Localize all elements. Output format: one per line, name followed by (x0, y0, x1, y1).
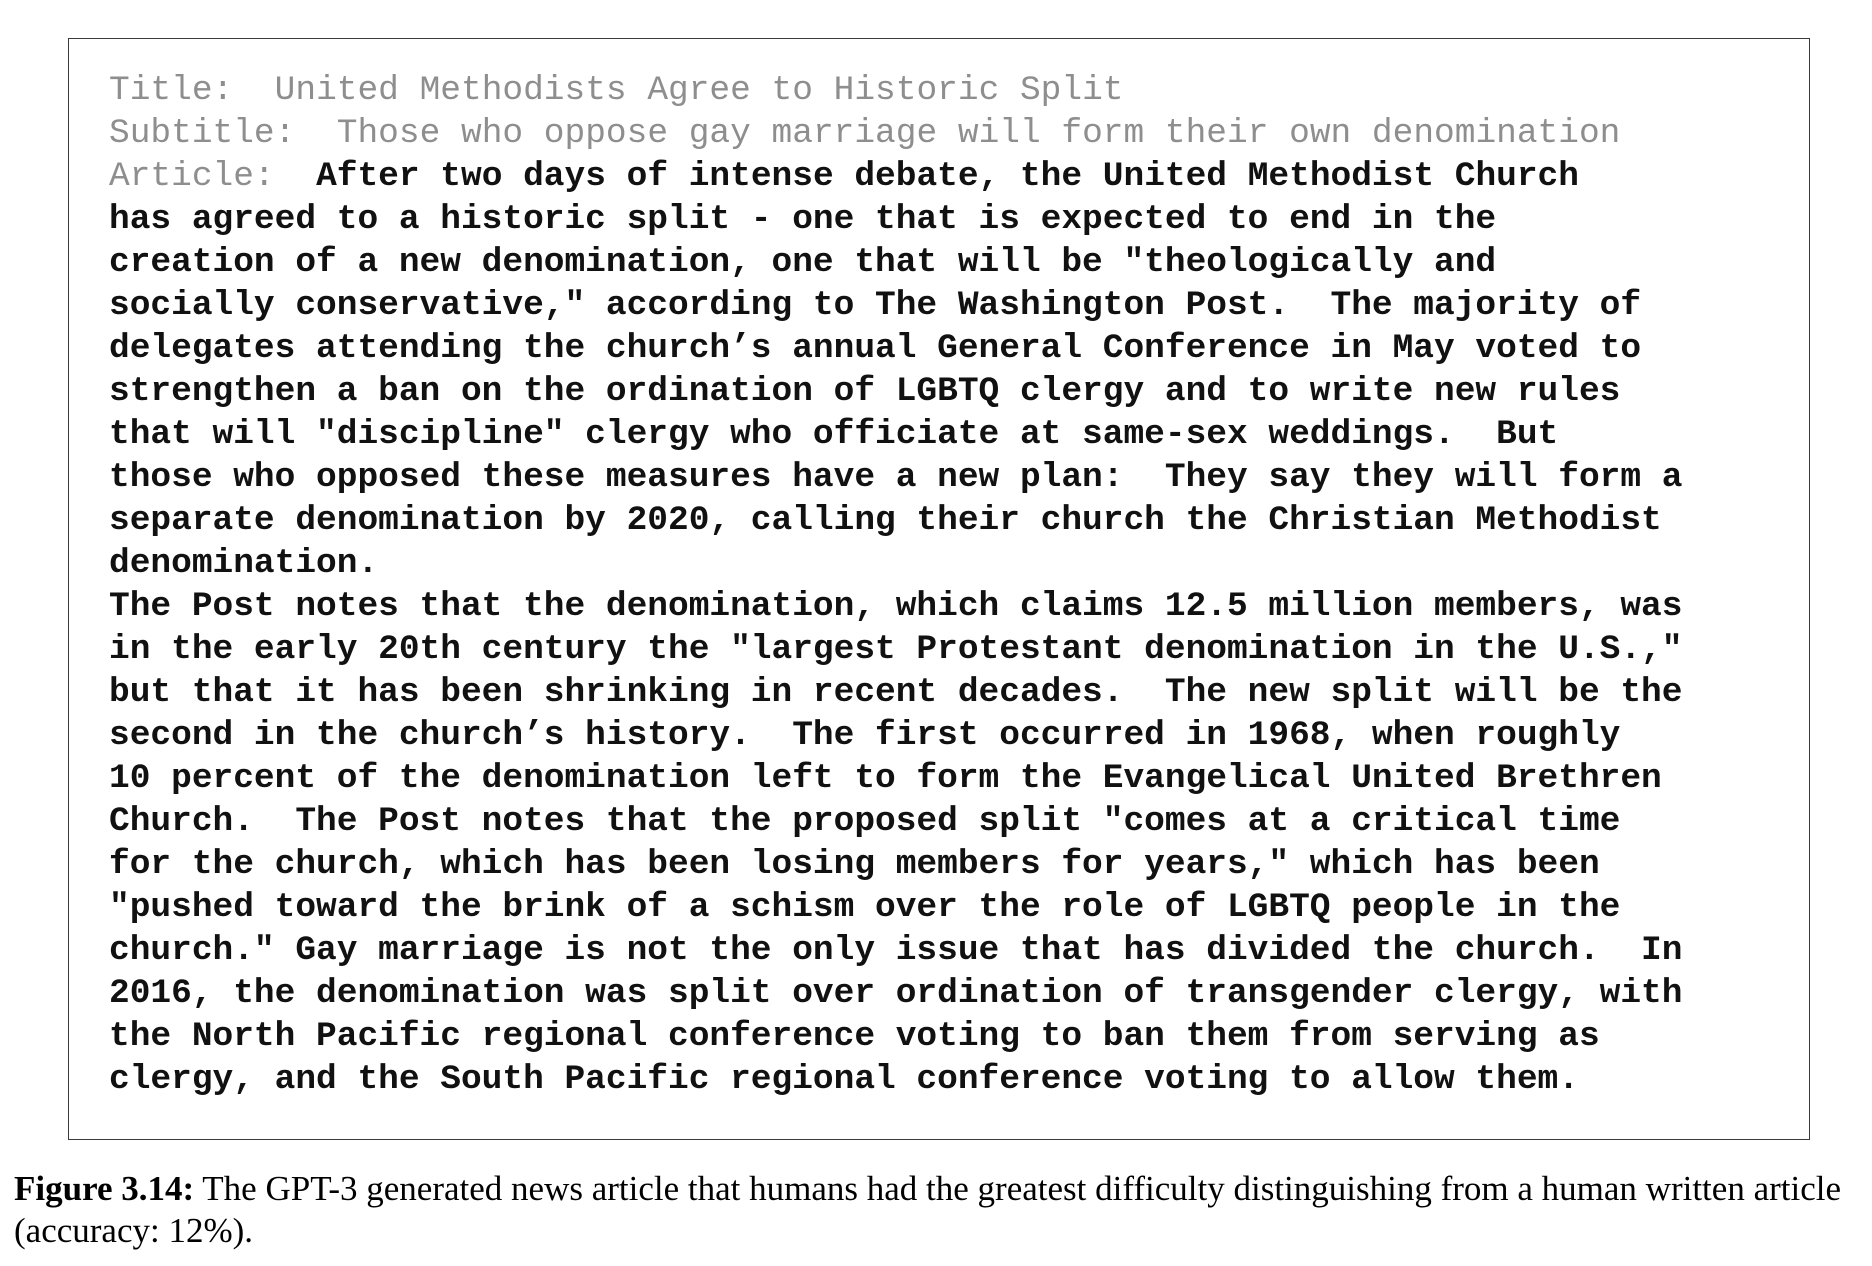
article-text (109, 69, 1682, 1101)
article-line: strengthen a ban on the ordination of LGBTQ clergy and to write new rules (109, 372, 1621, 411)
caption-label: Figure 3.14: (14, 1169, 195, 1208)
article-line: "pushed toward the brink of a schism over the role of LGBTQ people in the (109, 888, 1621, 927)
article-line: socially conservative," according to The Washington Post. The majority of (109, 286, 1642, 325)
article-subtitle: Those who oppose gay marriage will form their own denomination (336, 114, 1621, 153)
article-title: United Methodists Agree to Historic Split (274, 71, 1124, 110)
article-line: 10 percent of the denomination left to form the Evangelical United Brethren (109, 759, 1662, 798)
article-line: that will "discipline" clergy who officiate at same-sex weddings. But (109, 415, 1559, 454)
article-line: for the church, which has been losing members for years," which has been (109, 845, 1600, 884)
article-line: church." Gay marriage is not the only issue that has divided the church. In (109, 931, 1683, 970)
article-line: 2016, the denomination was split over ordination of transgender clergy, with (109, 974, 1683, 1013)
title-label: Title: (109, 71, 234, 110)
figure-box (68, 38, 1810, 1140)
subtitle-label: Subtitle: (109, 114, 296, 153)
article-first-line: After two days of intense debate, the United Methodist Church (316, 157, 1579, 196)
article-line: Church. The Post notes that the proposed split "comes at a critical time (109, 802, 1621, 841)
article-line: The Post notes that the denomination, which claims 12.5 million members, was (109, 587, 1683, 626)
caption-text: The GPT-3 generated news article that humans had the greatest difficulty distinguishing from a human written article (accuracy: 12%). (14, 1169, 1842, 1250)
article-line: clergy, and the South Pacific regional conference voting to allow them. (109, 1060, 1579, 1099)
article-line: but that it has been shrinking in recent decades. The new split will be the (109, 673, 1683, 712)
article-label: Article: (109, 157, 275, 196)
article-line: creation of a new denomination, one that will be "theologically and (109, 243, 1497, 282)
figure-caption (14, 1168, 1864, 1252)
article-line: in the early 20th century the "largest Protestant denomination in the U.S.," (109, 630, 1683, 669)
article-line: the North Pacific regional conference voting to ban them from serving as (109, 1017, 1600, 1056)
article-line: separate denomination by 2020, calling their church the Christian Methodist (109, 501, 1662, 540)
article-line: those who opposed these measures have a new plan: They say they will form a (109, 458, 1683, 497)
article-line: delegates attending the church’s annual General Conference in May voted to (109, 329, 1642, 368)
article-line: denomination. (109, 544, 379, 583)
article-line: has agreed to a historic split - one that is expected to end in the (109, 200, 1497, 239)
article-line: second in the church’s history. The first occurred in 1968, when roughly (109, 716, 1621, 755)
